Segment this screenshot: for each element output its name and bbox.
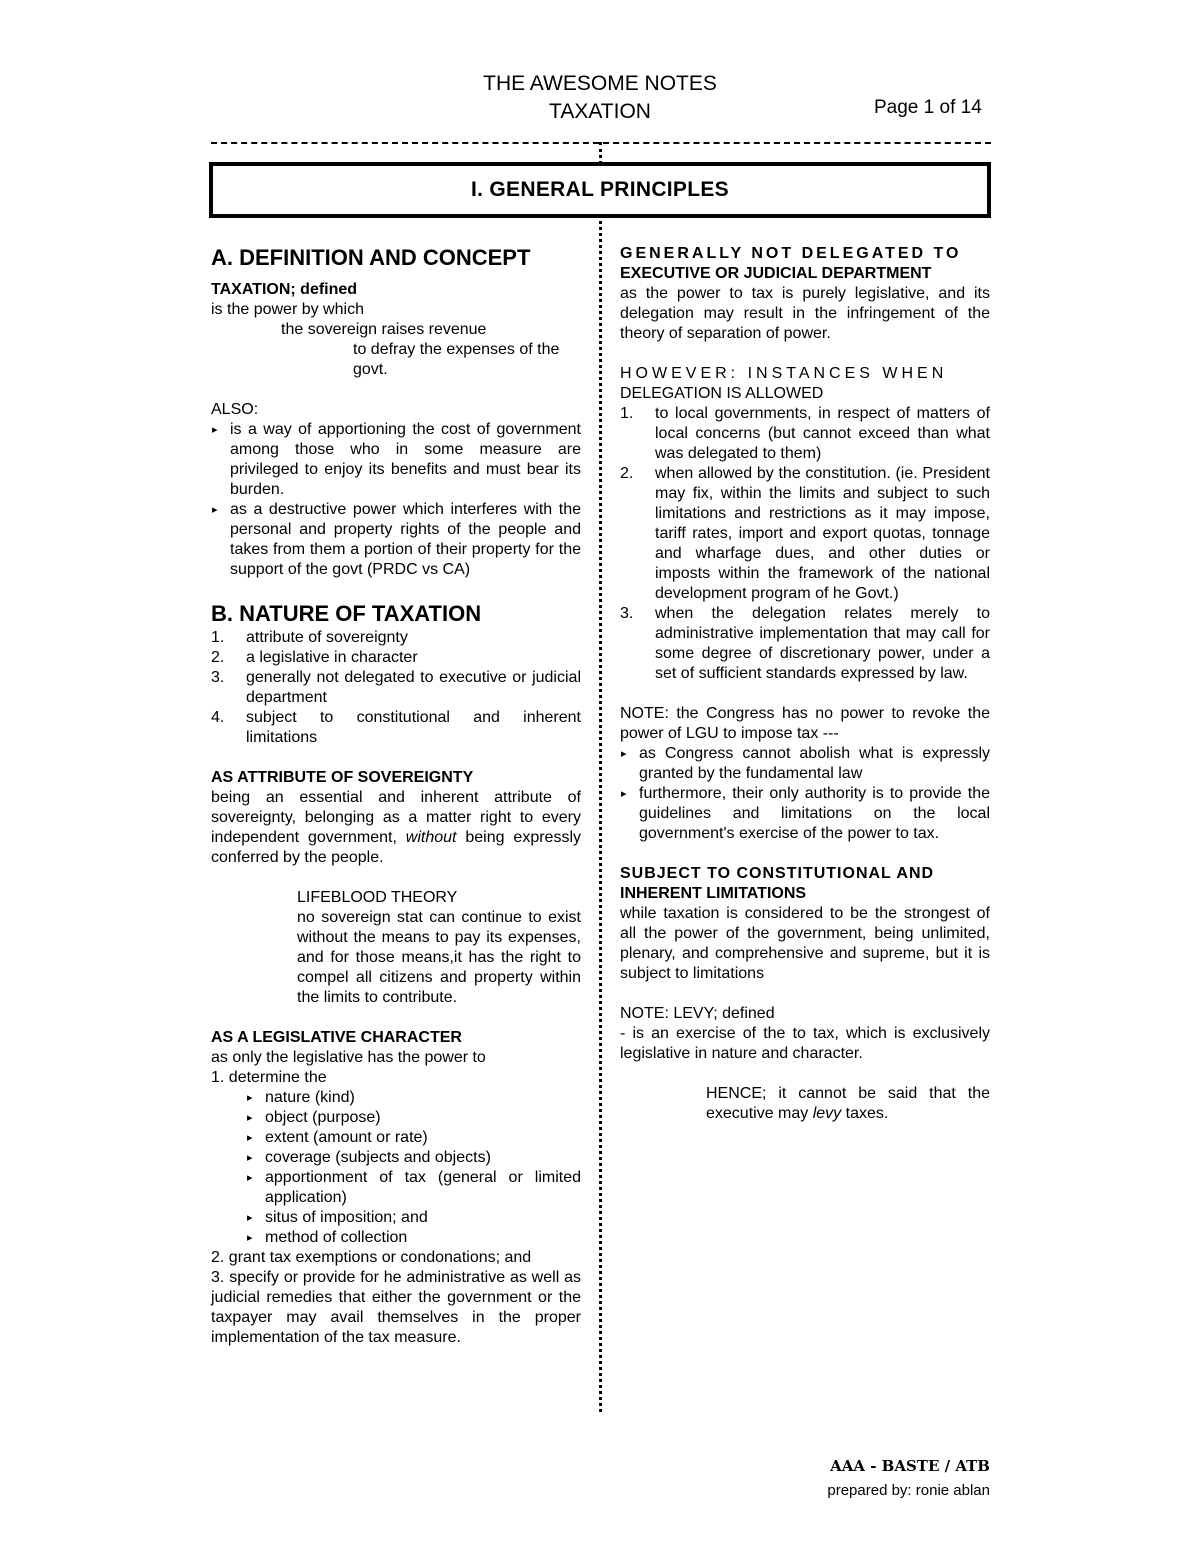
list-item: 4. subject to constitutional and inherent limitations [211, 709, 581, 746]
list-item: ▸ extent (amount or rate) [211, 1128, 581, 1148]
heading-legislative: AS A LEGISLATIVE CHARACTER [211, 1029, 462, 1046]
lifeblood-text: no sovereign stat can continue to exist without the means to pay its expenses, and for those means,it has the right to compel all citizens and property within the limits to contribute. [297, 909, 581, 1006]
left-column [211, 244, 581, 1348]
list-item: 2. a legislative in character [211, 649, 418, 666]
lifeblood-title: LIFEBLOOD THEORY [297, 889, 458, 906]
note-bullet-list [620, 744, 990, 844]
list-item: ▸ as a destructive power which interferes with the personal and property rights of the people and takes from them a portion of their property for the support of the govt (PRDC vs CA) [211, 500, 581, 580]
subject-limitations-text: while taxation is considered to be the strongest of all the power of the government, being unlimited, plenary, and comprehensive and supreme, but it is subject to limitations [620, 905, 990, 982]
list-item: ▸ as Congress cannot abolish what is expressly granted by the fundamental law [620, 744, 990, 784]
list-item: 1. to local governments, in respect of matters of local concerns (but cannot exceed than what was delegated to them) [620, 405, 990, 462]
attribute-text: being an essential and inherent attribute of sovereignty, belonging as a matter right to every independent government, without being expressly conferred by the people. [211, 789, 581, 866]
note-lgu: NOTE: the Congress has no power to revoke the power of LGU to impose tax --- [620, 705, 990, 742]
heading-not-delegated: GENERALLY NOT DELEGATED TO [620, 245, 962, 262]
levy-title: NOTE: LEVY; defined [620, 1005, 775, 1022]
heading-subject-limitations: SUBJECT TO CONSTITUTIONAL AND [620, 865, 935, 882]
footer-prepared-by: prepared by: ronie ablan [827, 1482, 990, 1499]
definition-line-1: is the power by which [211, 301, 364, 318]
legislative-item-2: 2. grant tax exemptions or condonations; and [211, 1249, 532, 1266]
list-item: ▸ method of collection [211, 1228, 581, 1248]
heading-nature: B. NATURE OF TAXATION [211, 601, 482, 626]
doc-title: THE AWESOME NOTES [483, 72, 717, 95]
list-item: ▸ coverage (subjects and objects) [211, 1148, 581, 1168]
list-item: ▸ apportionment of tax (general or limited application) [211, 1168, 581, 1208]
nature-list [211, 628, 581, 748]
page-number: Page 1 of 14 [874, 97, 982, 118]
also-label: ALSO: [211, 401, 259, 418]
legislative-item-1: 1. determine the [211, 1069, 327, 1086]
right-column [620, 244, 990, 1124]
hence-text: HENCE; it cannot be said that the executive may levy taxes. [706, 1085, 990, 1122]
list-item: ▸ situs of imposition; and [211, 1208, 581, 1228]
heading-subject-limitations-line-2: INHERENT LIMITATIONS [620, 885, 807, 902]
column-divider [599, 142, 602, 1412]
section-banner [209, 162, 991, 218]
lifeblood-block [211, 888, 581, 1008]
definition-line-2: the sovereign raises revenue [281, 321, 487, 338]
list-item: ▸ is a way of apportioning the cost of government among those who in some measure are privileged to enjoy its benefits and must bear its burden. [211, 420, 581, 500]
list-item: 2. when allowed by the constitution. (ie. President may fix, within the limits and subject to such limitations and restrictions as it may impose, tariff rates, import and export quotas, tonnage and wharfage dues, and other duties or imposts within the framework of the national development program of he Govt.) [620, 465, 990, 602]
footer-organization: AAA - BASTE / ATB [830, 1457, 990, 1475]
list-item: 3. generally not delegated to executive or judicial department [211, 669, 581, 706]
list-item: ▸ object (purpose) [211, 1108, 581, 1128]
heading-attribute-sovereignty: AS ATTRIBUTE OF SOVEREIGNTY [211, 769, 474, 786]
legislative-sub-list [211, 1088, 581, 1248]
not-delegated-text: as the power to tax is purely legislative, and its delegation may result in the infringement of the theory of separation of power. [620, 285, 990, 342]
list-item: ▸ nature (kind) [211, 1088, 581, 1108]
legislative-item-3: 3. specify or provide for he administrative as well as judicial remedies that either the government or the taxpayer may avail themselves in the proper implementation of the tax measure. [211, 1269, 581, 1346]
heading-not-delegated-line-2: EXECUTIVE OR JUDICIAL DEPARTMENT [620, 265, 932, 282]
list-item: 3. when the delegation relates merely to administrative implementation that may call for some degree of discretionary power, under a set of sufficient standards expressed by law. [620, 605, 990, 682]
heading-however: HOWEVER: INSTANCES WHEN [620, 365, 948, 382]
heading-however-line-2: DELEGATION IS ALLOWED [620, 385, 824, 402]
section-title: I. GENERAL PRINCIPLES [471, 178, 729, 201]
heading-definition: A. DEFINITION AND CONCEPT [211, 245, 531, 270]
legislative-intro: as only the legislative has the power to [211, 1049, 486, 1066]
doc-subtitle: TAXATION [549, 100, 651, 123]
list-item: 1. attribute of sovereignty [211, 629, 408, 646]
also-bullet-list [211, 420, 581, 580]
delegation-instances-list [620, 404, 990, 684]
levy-text: - is an exercise of the to tax, which is exclusively legislative in nature and character. [620, 1025, 990, 1062]
definition-line-3: to defray the expenses of the govt. [353, 341, 560, 378]
taxation-defined-label: TAXATION; defined [211, 281, 358, 298]
list-item: ▸ furthermore, their only authority is to provide the guidelines and limitations on the local government's exercise of the power to tax. [620, 784, 990, 844]
